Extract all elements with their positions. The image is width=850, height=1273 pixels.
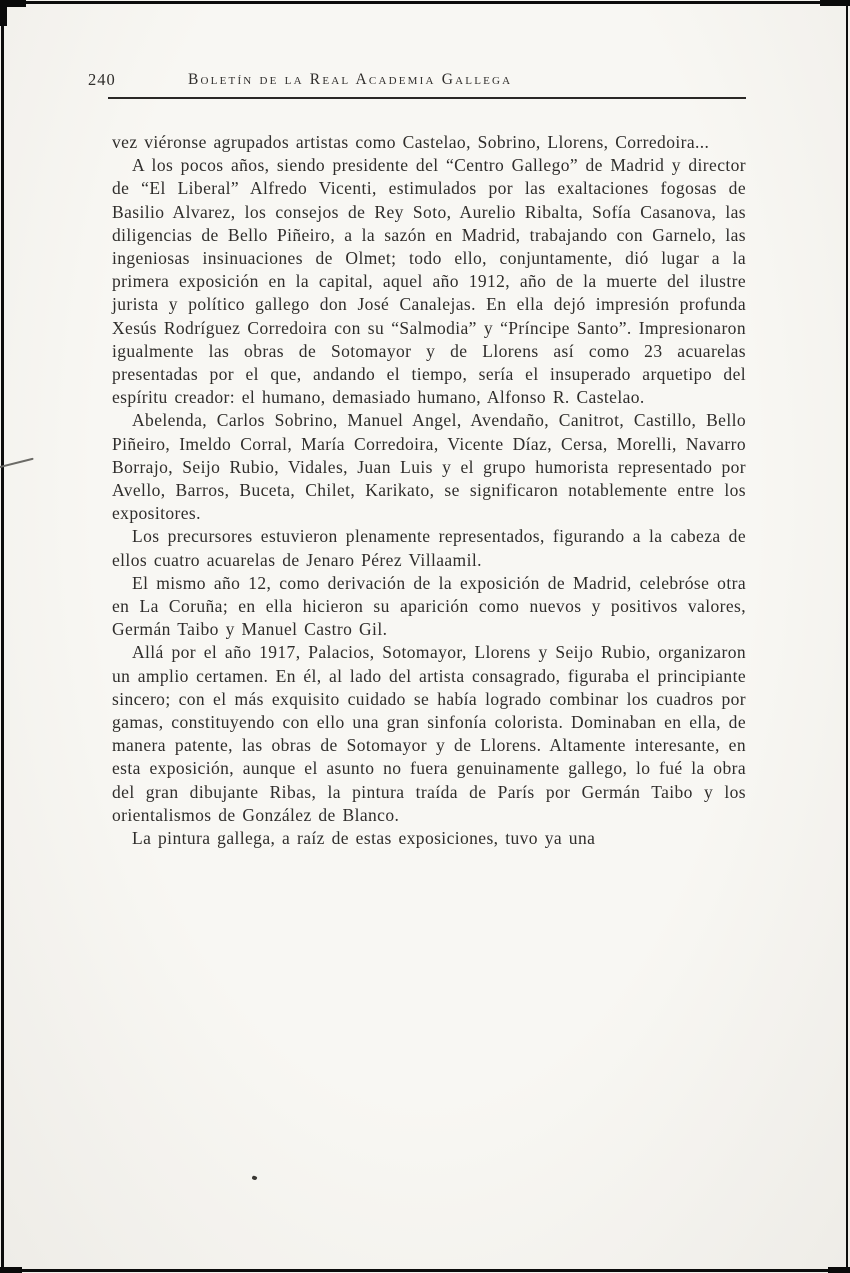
paragraph: El mismo año 12, como derivación de la exposición de Madrid, celebróse otra en La Coruña; en ella hicieron su aparición como nuevos y positivos valores, Germán Taibo y Manuel Castro Gil. bbox=[112, 572, 746, 640]
paragraph: Allá por el año 1917, Palacios, Sotomayor, Llorens y Seijo Rubio, organizaron un amplio certamen. En él, al lado del artista consagrado, figuraba el principiante sincero; con el más exquisito cuidado se había logrado combinar los cuadros por gamas, constituyendo con ello una gran sinfonía colorista. Dominaban en ella, de manera patente, las obras de Sotomayor y de Llorens. Altamente interesante, en esta exposición, aunque el asunto no fuera genuinamente gallego, lo fué la obra del gran dibujante Ribas, la pintura traída de París por Germán Taibo y los orientalismos de González de Blanco. bbox=[112, 642, 746, 825]
page-header bbox=[0, 70, 850, 96]
paragraph: Los precursores estuvieron plenamente representados, figurando a la cabeza de ellos cuatro acuarelas de Jenaro Pérez Villaamil. bbox=[112, 526, 746, 570]
paragraph: A los pocos años, siendo presidente del “Centro Gallego” de Madrid y director de “El Liberal” Alfredo Vicenti, estimulados por las exaltaciones fogosas de Basilio Alvarez, los consejos de Rey Soto, Aurelio Ribalta, Sofía Casanova, las diligencias de Bello Piñeiro, a la sazón en Madrid, trabajando con Garnelo, las ingeniosas insinuaciones de Olmet; todo ello, conjuntamente, dió lugar a la primera exposición en la capital, aquel año 1912, año de la muerte del ilustre jurista y político gallego don José Canalejas. En ella dejó impresión profunda Xesús Rodríguez Corredoira con su “Salmodia” y “Príncipe Santo”. Impresionaron igualmente las obras de Sotomayor y de Llorens así como 23 acuarelas presentadas por el que, andando el tiempo, sería el insuperado arquetipo del espíritu creador: el humano, demasiado humano, Alfonso R. Castelao. bbox=[112, 155, 746, 408]
scan-corner-mark bbox=[828, 1267, 850, 1273]
paragraph: Abelenda, Carlos Sobrino, Manuel Angel, Avendaño, Canitrot, Castillo, Bello Piñeiro, Imeldo Corral, María Corredoira, Vicente Díaz, Cersa, Morelli, Navarro Borrajo, Seijo Rubio, Vidales, Juan Luis y el grupo humorista representado por Avello, Barros, Buceta, Chilet, Karikato, se significaron notablemente entre los expositores. bbox=[112, 410, 746, 524]
header-rule bbox=[108, 97, 746, 99]
page-number: 240 bbox=[88, 70, 116, 89]
paragraph: vez viéronse agrupados artistas como Castelao, Sobrino, Llorens, Corredoira... bbox=[112, 132, 710, 152]
scan-corner-mark bbox=[820, 0, 850, 6]
paragraph: La pintura gallega, a raíz de estas exposiciones, tuvo ya una bbox=[132, 828, 596, 849]
scan-corner-mark bbox=[0, 0, 7, 26]
handwritten-margin-mark bbox=[0, 458, 34, 469]
running-title: Boletín de la Real Academia Gallega bbox=[188, 71, 513, 88]
ink-speck bbox=[251, 1175, 257, 1180]
scan-corner-mark bbox=[0, 1267, 22, 1273]
text-block bbox=[112, 131, 746, 850]
